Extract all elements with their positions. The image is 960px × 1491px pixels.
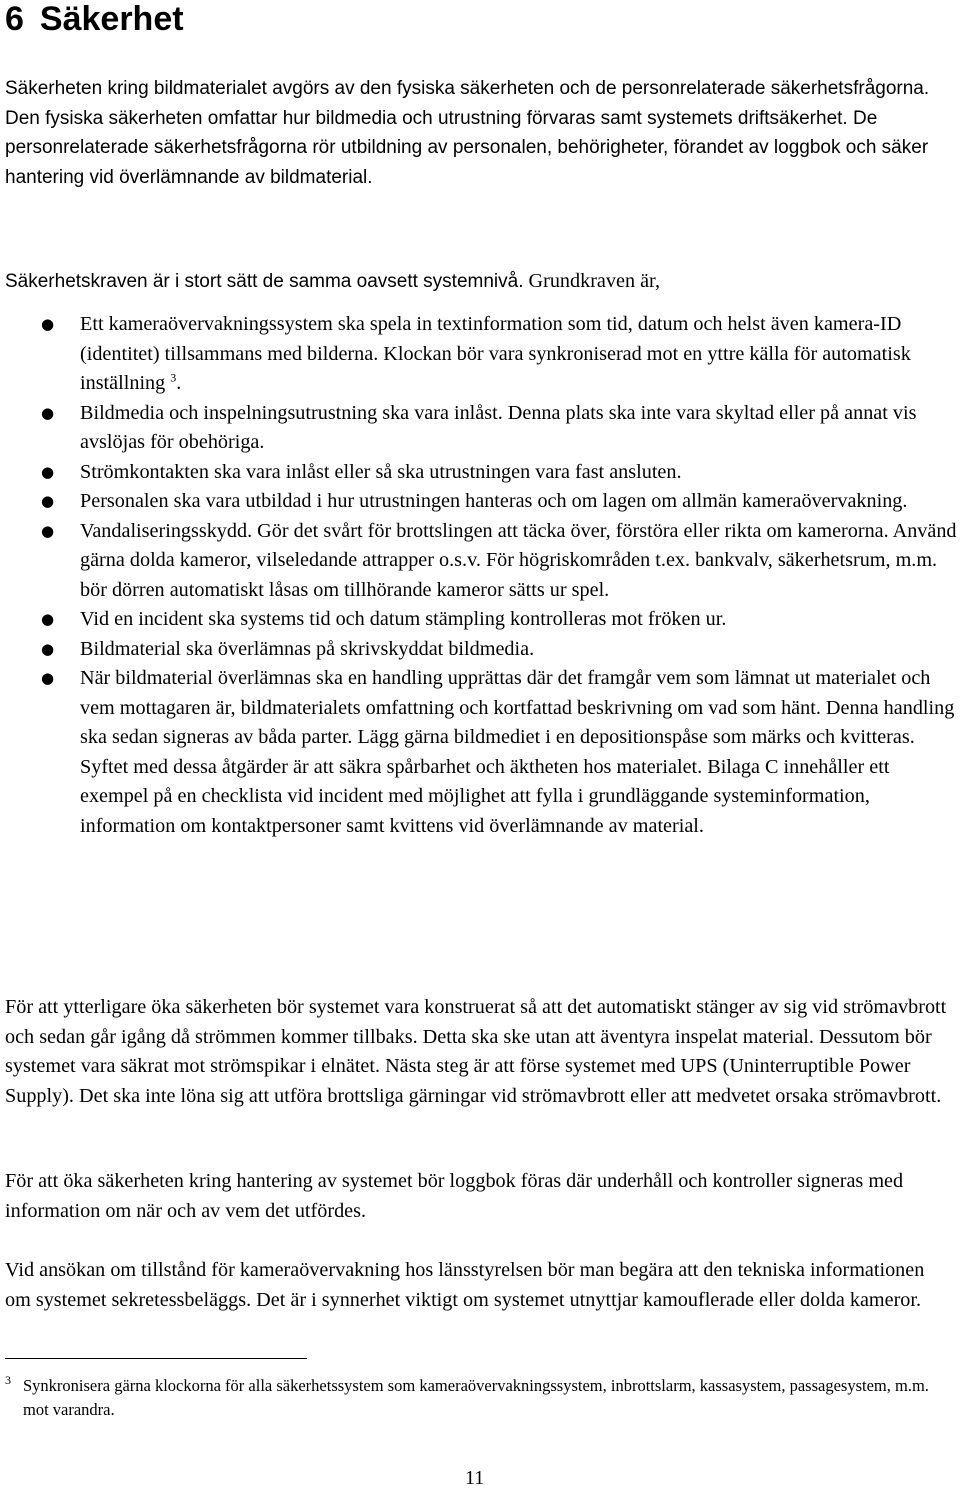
bullet-icon: ● (41, 639, 55, 658)
bullet-icon: ● (41, 462, 55, 481)
list-item-text: Ett kameraövervakningssystem ska spela in textinformation som tid, datum och helst även kamera-ID (identitet) tillsammans med bilderna. Klockan bör vara synkroniserad mot en yttre källa för automatisk inställning (80, 313, 911, 394)
section-number: 6 (5, 0, 24, 38)
list-item (5, 605, 960, 635)
footnote-reference[interactable]: 3 (170, 370, 177, 385)
bullet-icon: ● (41, 521, 55, 540)
footnote-separator (5, 1358, 307, 1359)
intro-sentence-1: Säkerheten kring bildmaterialet avgörs av den fysiska säkerheten och de personrelaterade säkerhetsfrågorna. Den fysiska säkerheten omfattar hur bildmedia och utrustning förvaras samt systemets driftsäkerhet. (5, 78, 930, 129)
list-item-text: Bildmedia och inspelningsutrustning ska vara inlåst. Denna plats ska inte vara skyltad eller på annat vis avslöjas för obehöriga. (80, 401, 917, 453)
list-item-text: Vandaliseringsskydd. Gör det svårt för brottslingen att täcka över, förstöra eller rikta om kamerorna. Använd gärna dolda kameror, vilseledande attrapper o.s.v. För högriskområden t.ex. bankvalv, säkerhetsrum, m.m. bör dörren automatiskt låsas om tillhörande kameror sätts ur spel. (80, 519, 957, 601)
list-item (5, 487, 960, 517)
bullet-icon: ● (41, 492, 55, 510)
list-item (5, 517, 960, 606)
list-item (5, 458, 960, 488)
list-item-text: Vid en incident ska systems tid och datum stämpling kontrolleras mot fröken ur. (80, 608, 727, 630)
section-title: Säkerhet (39, 0, 184, 38)
list-item (5, 664, 960, 841)
bullet-icon: ● (41, 669, 55, 687)
power-paragraph: För att ytterligare öka säkerheten bör systemet vara konstruerat så att det automatiskt stänger av sig vid strömavbrott och sedan går igång då strömmen kommer tillbaks. Detta ska ske utan att äventyra inspelat material. Dessutom bör systemet vara säkrat mot strömspikar i elnätet. Nästa steg är att förse systemet med UPS (Uninterruptible Power Supply). Det ska inte löna sig att utföra brottsliga gärningar vid strömavbrott eller att medvetet orsaka strömavbrott. (5, 996, 947, 1107)
requirements-list (5, 310, 960, 841)
list-item-text: Bildmaterial ska överlämnas på skrivskyddat bildmedia. (80, 637, 535, 660)
logbook-paragraph: För att öka säkerheten kring hantering av systemet bör loggbok föras där underhåll och kontroller signeras med information om när och av vem det utfördes. (5, 1170, 904, 1222)
bullet-icon: ● (41, 610, 55, 628)
footnote-number: 3 (5, 1373, 11, 1387)
list-item-text: Personalen ska vara utbildad i hur utrustningen hanteras och om lagen om allmän kameraövervakning. (80, 490, 908, 512)
list-item-text: När bildmaterial överlämnas ska en handling upprättas där det framgår vem som lämnat ut materialet och vem mottagaren är, bildmaterialets omfattning och kortfattad beskrivning om vad som hänt. Denna handling ska sedan signeras av båda parter. Lägg gärna bildmediet i en depositionspåse som märks och kvitteras. Syftet med dessa åtgärder är att säkra spårbarhet och äktheten hos materialet. Bilaga C innehåller ett exempel på en checklista vid incident med möjlighet att fylla i grundläggande systeminformation, information om kontaktpersoner samt kvittens vid överlämnande av material. (80, 667, 955, 837)
footnote-text: Synkronisera gärna klockorna för alla säkerhetssystem som kameraövervakningssystem, inbrottslarm, kassasystem, passagesystem, m.m. mot varandra. (23, 1376, 929, 1419)
bullet-icon: ● (41, 403, 55, 422)
page-number: 11 (465, 1467, 485, 1489)
requirements-intro (5, 267, 955, 297)
intro-sentence-2: De personrelaterade säkerhetsfrågorna rör utbildning av personalen, behörigheter, förandet av loggbok och säker hantering vid överlämnande av bildmaterial. (5, 107, 929, 188)
footnote (5, 1374, 955, 1422)
requirements-intro-serif: Grundkraven är, (523, 270, 661, 292)
list-item-text: Strömkontakten ska vara inlåst eller så ska utrustningen vara fast ansluten. (80, 460, 682, 483)
section-heading (5, 0, 960, 44)
application-paragraph: Vid ansökan om tillstånd för kameraövervakning hos länsstyrelsen bör man begära att den tekniska informationen om systemet sekretessbeläggs. Det är i synnerhet viktigt om systemet utnyttjar kamouflerade eller dolda kameror. (5, 1259, 925, 1311)
requirements-intro-sans: Säkerhetskraven är i stort sätt de samma oavsett systemnivå. (5, 271, 524, 292)
document-page (5, 0, 960, 1489)
list-item (5, 310, 960, 399)
list-item (5, 635, 960, 665)
bullet-icon: ● (41, 315, 55, 333)
list-item-suffix: . (176, 372, 182, 394)
list-item (5, 399, 960, 458)
intro-paragraph (5, 74, 935, 192)
